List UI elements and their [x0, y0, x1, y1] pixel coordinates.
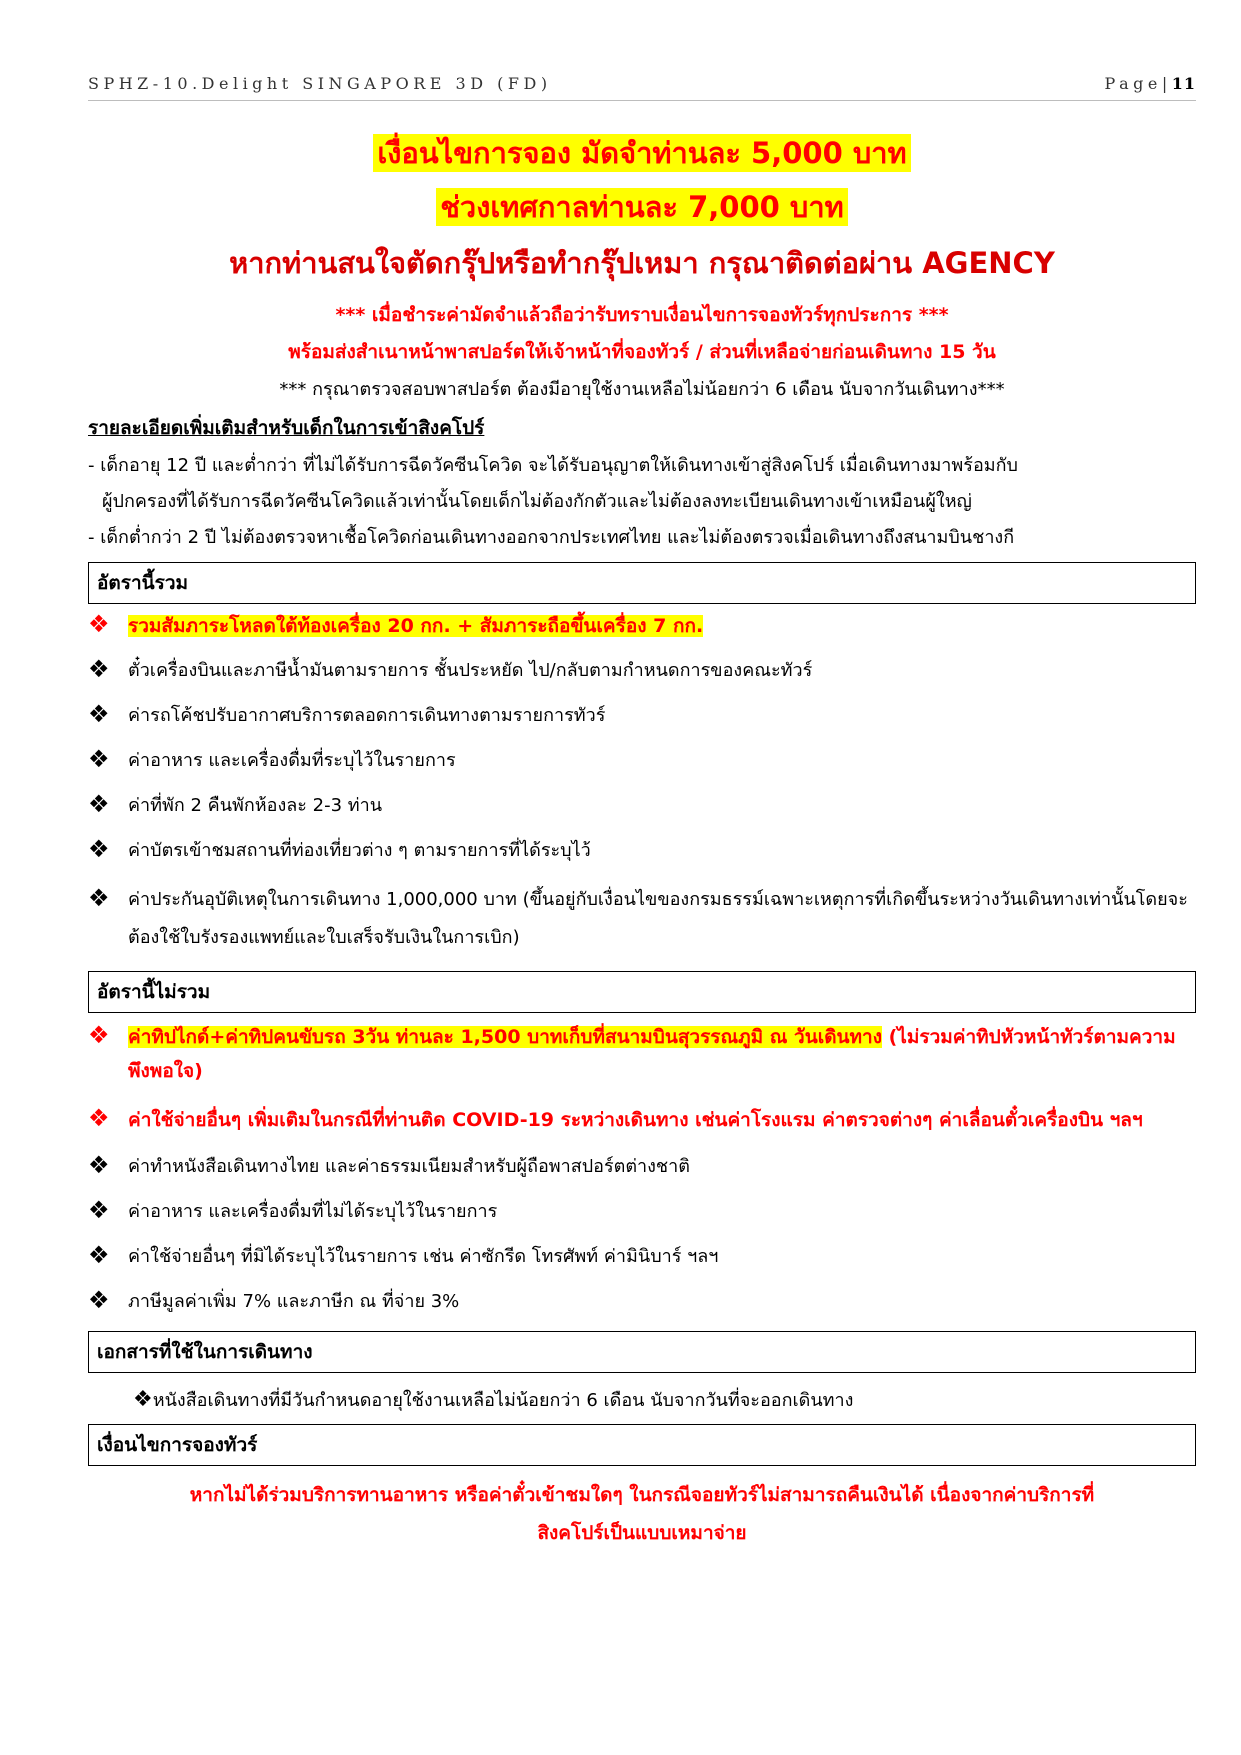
festival-title: ช่วงเทศกาลท่านละ 7,000 บาท: [436, 188, 847, 226]
diamond-bullet-icon: ❖: [88, 655, 110, 683]
diamond-bullet-icon: ❖: [88, 700, 110, 728]
tip-rest: (ไม่รวมค่าทิปหัวหน้าทัวร์ตามความพึงพอใจ): [128, 1026, 1176, 1082]
group-title: หากท่านสนใจตัดกรุ๊ปหรือทำกรุ๊ปเหมา กรุณาติดต่อผ่าน AGENCY: [229, 246, 1055, 280]
conditions-section-title: เงื่อนไขการจองทัวร์: [88, 1424, 1196, 1466]
accept-note: *** เมื่อชำระค่ามัดจำแล้วถือว่ารับทราบเงื่อนไขการจองทัวร์ทุกประการ ***: [335, 304, 949, 326]
passport-check-note: *** กรุณาตรวจสอบพาสปอร์ต ต้องมีอายุใช้งานเหลือไม่น้อยกว่า 6 เดือน นับจากวันเดินทาง***: [279, 379, 1005, 400]
documents-line: [88, 1383, 1196, 1418]
list-item: [88, 649, 1196, 694]
included-section-title: อัตรานี้รวม: [88, 562, 1196, 604]
diamond-bullet-icon: ❖: [88, 1104, 110, 1132]
tip-highlight: ค่าทิปไกด์+ค่าทิปคนขับรถ 3วัน ท่านละ 1,500 บาทเก็บที่สนามบินสุวรรณภูมิ ณ วันเดินทาง: [128, 1026, 882, 1048]
children-title: รายละเอียดเพิ่มเติมสำหรับเด็กในการเข้าสิงคโปร์: [88, 417, 485, 439]
list-item: [88, 1280, 1196, 1325]
doc-code: SPHZ-10.Delight SINGAPORE 3D (FD): [88, 74, 552, 93]
children-line-1: - เด็กอายุ 12 ปี และต่ำกว่า ที่ไม่ได้รับการฉีดวัคซีนโควิด จะได้รับอนุญาตให้เดินทางเข้าสู่สิงคโปร์ เมื่อเดินทางมาพร้อมกับ: [88, 455, 1018, 476]
documents-text: หนังสือเดินทางที่มีวันกำหนดอายุใช้งานเหลือไม่น้อยกว่า 6 เดือน นับจากวันที่จะออกเดินทาง: [152, 1390, 854, 1411]
list-item: [88, 874, 1196, 965]
list-item: [88, 1190, 1196, 1235]
children-line-3: - เด็กต่ำกว่า 2 ปี ไม่ต้องตรวจหาเชื้อโควิดก่อนเดินทางออกจากประเทศไทย และไม่ต้องตรวจเมื่อเดินทางถึงสนามบินชางกี: [88, 527, 1015, 548]
diamond-bullet-icon: ❖: [133, 1387, 153, 1412]
children-line-2: ผู้ปกครองที่ได้รับการฉีดวัคซีนโควิดแล้วเท่านั้นโดยเด็กไม่ต้องกักตัวและไม่ต้องลงทะเบียนเดินทางเข้าเหมือนผู้ใหญ่: [102, 491, 972, 512]
page-number-label: [1105, 74, 1196, 93]
diamond-bullet-icon: ❖: [88, 1241, 110, 1269]
deposit-title-line: [88, 131, 1196, 175]
baggage-allowance: รวมสัมภาระโหลดใต้ท้องเครื่อง 20 กก. + สัมภาระถือขึ้นเครื่อง 7 กก.: [128, 615, 704, 637]
deposit-title: เงื่อนไขการจอง มัดจำท่านละ 5,000 บาท: [373, 134, 910, 172]
list-item-text: ค่ารถโค้ชปรับอากาศบริการตลอดการเดินทางตามรายการทัวร์: [128, 705, 606, 726]
list-item-text: ค่าอาหาร และเครื่องดื่มที่ไม่ได้ระบุไว้ในรายการ: [128, 1201, 498, 1222]
list-item: [88, 694, 1196, 739]
excluded-list: [88, 1013, 1196, 1325]
conditions-line-1: หากไม่ได้ร่วมบริการทานอาหาร หรือค่าตั๋วเข้าชมใดๆ ในกรณีจอยทัวร์ไม่สามารถคืนเงินได้ เนื่องจากค่าบริการที่: [189, 1484, 1095, 1506]
list-item: [88, 784, 1196, 829]
diamond-bullet-icon: ❖: [88, 1151, 110, 1179]
list-item-text: ค่าประกันอุบัติเหตุในการเดินทาง 1,000,000 บาท (ขึ้นอยู่กับเงื่อนไขของกรมธรรม์เฉพาะเหตุการที่เกิดขึ้นระหว่างวันเดินทางเท่านั้นโดยจะต้องใช้ใบรังรองแพทย์และใบเสร็จรับเงินในการเบิก): [128, 889, 1188, 948]
diamond-bullet-icon: ❖: [88, 745, 110, 773]
list-item: [88, 1096, 1196, 1145]
page-label: Page|: [1104, 74, 1172, 93]
passport-copy-note: พร้อมส่งสำเนาหน้าพาสปอร์ตให้เจ้าหน้าที่จองทัวร์ / ส่วนที่เหลือจ่ายก่อนเดินทาง 15 วัน: [288, 341, 996, 363]
list-item: [88, 739, 1196, 784]
list-item-text: ค่าทำหนังสือเดินทางไทย และค่าธรรมเนียมสำหรับผู้ถือพาสปอร์ตต่างชาติ: [128, 1156, 690, 1177]
conditions-text: [88, 1476, 1196, 1552]
page-header: [88, 70, 1196, 101]
diamond-bullet-icon: ❖: [88, 1196, 110, 1224]
page-number: 11: [1171, 74, 1196, 93]
festival-title-line: [88, 185, 1196, 229]
list-item: [88, 829, 1196, 874]
document-page: [88, 70, 1196, 1552]
diamond-bullet-icon: ❖: [88, 884, 110, 912]
list-item-text: ตั๋วเครื่องบินและภาษีน้ำมันตามรายการ ชั้นประหยัด ไป/กลับตามกำหนดการของคณะทัวร์: [128, 660, 813, 681]
documents-section-title: เอกสารที่ใช้ในการเดินทาง: [88, 1331, 1196, 1373]
diamond-bullet-icon: ❖: [88, 1286, 110, 1314]
list-item: [88, 1235, 1196, 1280]
included-list: [88, 604, 1196, 965]
diamond-bullet-icon: ❖: [88, 1021, 110, 1049]
diamond-bullet-icon: ❖: [88, 835, 110, 863]
list-item-text: ค่าบัตรเข้าชมสถานที่ท่องเที่ยวต่าง ๆ ตามรายการที่ได้ระบุไว้: [128, 840, 591, 861]
list-item-text: ค่าอาหาร และเครื่องดื่มที่ระบุไว้ในรายการ: [128, 750, 456, 771]
diamond-bullet-icon: ❖: [88, 790, 110, 818]
list-item: [88, 1145, 1196, 1190]
conditions-line-2: สิงคโปร์เป็นแบบเหมาจ่าย: [537, 1522, 747, 1544]
list-item: [88, 604, 1196, 649]
excluded-section-title: อัตรานี้ไม่รวม: [88, 971, 1196, 1013]
diamond-bullet-icon: ❖: [88, 610, 110, 638]
list-item-text: ค่าใช้จ่ายอื่นๆ ที่มิได้ระบุไว้ในรายการ เช่น ค่าซักรีด โทรศัพท์ ค่ามินิบาร์ ฯลฯ: [128, 1246, 719, 1267]
covid-expenses: ค่าใช้จ่ายอื่นๆ เพิ่มเติมในกรณีที่ท่านติด COVID-19 ระหว่างเดินทาง เช่นค่าโรงแรม ค่าตรวจต่างๆ ค่าเลื่อนตั๋วเครื่องบิน ฯลฯ: [128, 1109, 1143, 1131]
list-item-text: ภาษีมูลค่าเพิ่ม 7% และภาษีก ณ ที่จ่าย 3%: [128, 1291, 460, 1312]
list-item: [88, 1013, 1196, 1096]
list-item-text: ค่าที่พัก 2 คืนพักห้องละ 2-3 ท่าน: [128, 795, 383, 816]
